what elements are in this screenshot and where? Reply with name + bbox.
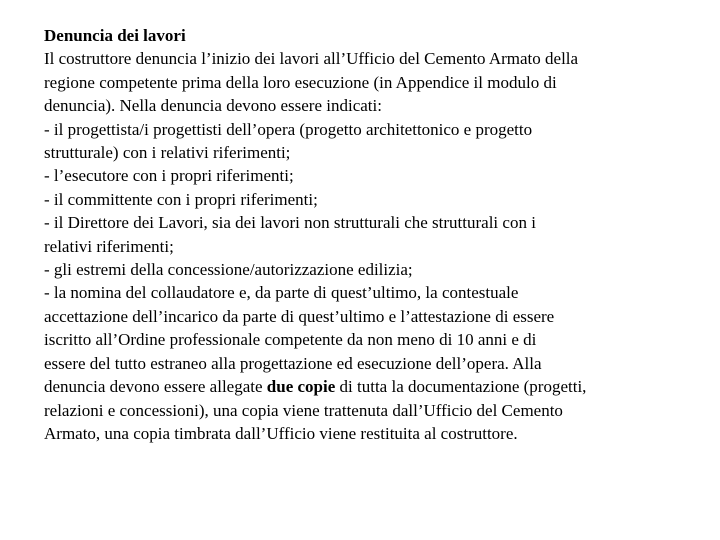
text-line: Armato, una copia timbrata dall’Ufficio viene restituita al costruttore. bbox=[44, 423, 518, 443]
bullet-line: - il Direttore dei Lavori, sia dei lavori non strutturali che strutturali con i bbox=[44, 213, 536, 233]
bullet-line: - il committente con i propri riferimenti; bbox=[44, 189, 318, 209]
text-line: accettazione dell’incarico da parte di quest’ultimo e l’attestazione di essere bbox=[44, 306, 555, 326]
text-line: relazioni e concessioni), una copia viene trattenuta dall’Ufficio del Cemento bbox=[44, 400, 563, 420]
document-page bbox=[44, 24, 704, 445]
emphasis-before: denuncia devono essere allegate bbox=[44, 377, 267, 397]
bullet-line: - l’esecutore con i propri riferimenti; bbox=[44, 166, 294, 186]
text-line: strutturale) con i relativi riferimenti; bbox=[44, 143, 291, 163]
emphasis-due-copie: due copie bbox=[266, 377, 336, 397]
text-line: regione competente prima della loro esecuzione (in Appendice il modulo di bbox=[44, 72, 557, 92]
text-line: essere del tutto estraneo alla progettazione ed esecuzione dell’opera. Alla bbox=[44, 353, 542, 373]
text-line: Il costruttore denuncia l’inizio dei lavori all’Ufficio del Cemento Armato della bbox=[44, 49, 579, 69]
text-line: iscritto all’Ordine professionale competente da non meno di 10 anni e di bbox=[44, 330, 537, 350]
text-line: relativi riferimenti; bbox=[44, 236, 174, 256]
emphasis-after: di tutta la documentazione (progetti, bbox=[335, 377, 587, 397]
document-body bbox=[44, 47, 704, 445]
bullet-line: - la nomina del collaudatore e, da parte di quest’ultimo, la contestuale bbox=[44, 283, 519, 303]
text-line-with-emphasis bbox=[44, 375, 704, 398]
text-line: denuncia). Nella denuncia devono essere indicati: bbox=[44, 96, 382, 116]
bullet-line: - gli estremi della concessione/autorizzazione edilizia; bbox=[44, 260, 413, 280]
document-title: Denuncia dei lavori bbox=[44, 26, 186, 45]
bullet-line: - il progettista/i progettisti dell’opera (progetto architettonico e progetto bbox=[44, 119, 533, 139]
